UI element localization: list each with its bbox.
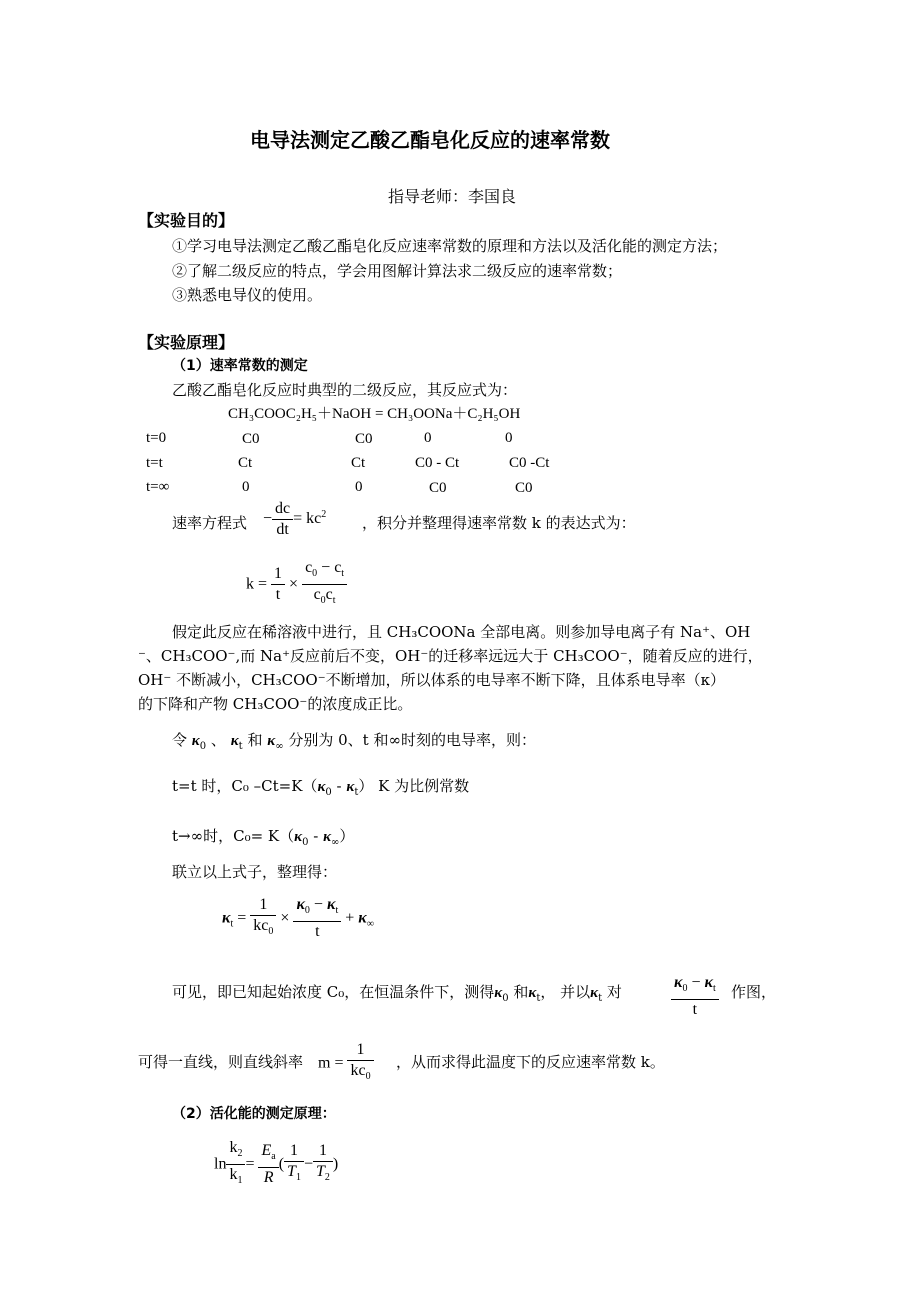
reaction-intro: 乙酸乙酯皂化反应时典型的二级反应，其反应式为： [172,381,518,399]
cell: C0 [515,480,533,496]
let-mid1: 、 [210,731,226,749]
visible-mid: ， 并以 [540,983,591,1001]
purpose-item-3: ③熟悉电导仪的使用。 [172,286,323,304]
rate-equation-formula: − $\frac{dc}{dt}$ = $kc^2$ [263,500,327,538]
cell: C0 [242,431,260,447]
row-label: t=0 [146,430,167,446]
cell: 0 [424,430,432,446]
cell: 0 [505,430,513,446]
subsection-rate-constant: （1）速率常数的测定 [172,358,308,374]
let-post: 分别为 0、t 和∞时刻的电导率，则： [288,731,536,749]
eq-inf-line: t→∞时，$C_0= K(\kappa_0 - \kappa_\infty)$ [172,827,355,848]
section-heading-principle: 【实验原理】 [138,333,235,352]
eq-t-line: t=t 时，C₀ $-Ct=K(\kappa_0 - \kappa_t)$ K 为比例常数 [172,777,470,798]
visible-dui: 对 [606,983,622,1001]
plot-fraction: $\frac{\kappa_0 - \kappa_t}{t}$ [671,973,719,1020]
paragraph-line-4: 的下降和产物 CH₃COO⁻的浓度成正比。 [138,695,413,713]
row-label: t=∞ [146,479,170,495]
kappa-t-formula: $\kappa_t$ = $\frac{1}{kc_0}$ × $\frac{\kappa_0 - \kappa_t}{t}$ + $\kappa_\infty$ [222,896,374,941]
slope-line-pre: 可得一直线，则直线斜率 [138,1053,304,1071]
row-label: t=t [146,455,163,471]
k-expression-formula: k = $\frac{1}{t}$ × $\frac{c_0 - c_t}{c_0c_t}$ [246,558,347,611]
rate-equation-after: ，积分并整理得速率常数 k 的表达式为： [362,514,636,532]
activation-energy-formula: ln $\frac{k_2}{k_1}$ = $\frac{E_a}{R}$ ( $\frac{1}{T_1}$ − $\frac{1}{T_2}$ ) [214,1139,339,1187]
purpose-item-1: ①学习电导法测定乙酸乙酯皂化反应速率常数的原理和方法以及活化能的测定方法； [172,237,728,255]
section-heading-purpose: 【实验目的】 [138,211,235,230]
slope-line-post: ，从而求得此温度下的反应速率常数 k。 [396,1053,665,1071]
combine-line: 联立以上式子，整理得： [172,863,338,881]
paragraph-line-3: OH⁻ 不断减小，CH₃COO⁻不断增加，所以体系的电导率不断下降，且体系电导率（κ） [138,671,726,689]
cell: 0 [242,479,250,495]
subsection-activation-energy: （2）活化能的测定原理： [172,1106,336,1122]
eq-t-pre: t=t 时，C₀ –Ct=K（ [172,777,318,795]
page-title: 电导法测定乙酸乙酯皂化反应的速率常数 [250,128,610,152]
reaction-equation: CH₃COOC₂H₅＋NaOH = CH₃OONa＋C₂H₅OH [228,406,521,422]
eq-inf-post: ） [339,827,355,845]
let-pre: 令 [172,731,188,749]
cell: C0 [355,431,373,447]
cell: C0 [429,480,447,496]
kappa-definition-line: 令 $\kappa_0$ 、 $\kappa_t$ 和 $\kappa_\infty$ 分别为 0、t 和∞时刻的电导率，则： [172,731,536,752]
visible-and: 和 [513,983,529,1001]
cell: C0 - Ct [415,455,460,471]
cell: C0 -Ct [509,455,550,471]
purpose-item-2: ②了解二级反应的特点，学会用图解计算法求二级反应的速率常数； [172,262,623,280]
cell: Ct [238,455,253,471]
paragraph-line-1: 假定此反应在稀溶液中进行，且 CH₃COONa 全部电离。则参加导电离子有 Na⁺、OH [172,623,751,641]
visible-pre: 可见，即已知起始浓度 C₀，在恒温条件下，测得 [172,983,495,1001]
eq-inf-pre: t→∞时，C₀= K（ [172,827,295,845]
paragraph-line-2: ⁻、CH₃COO⁻,而 Na⁺反应前后不变，OH⁻的迁移率远远大于 CH₃COO⁻，随着反应的进行， [138,647,763,665]
slope-formula: m = $\frac{1}{kc_0}$ [318,1040,374,1087]
cell: 0 [355,479,363,495]
rate-equation-label: 速率方程式 [172,514,248,532]
cell: Ct [351,455,366,471]
visible-post: 作图， [731,983,777,1001]
eq-t-post: ） K 为比例常数 [358,777,470,795]
advisor-line: 指导老师：李国良 [388,187,517,206]
let-mid2: 和 [247,731,263,749]
plot-description-line: 可见，即已知起始浓度 C₀，在恒温条件下，测得$\kappa_0$ 和$\kappa_t$， 并以$\kappa_t$ 对 [172,983,622,1004]
